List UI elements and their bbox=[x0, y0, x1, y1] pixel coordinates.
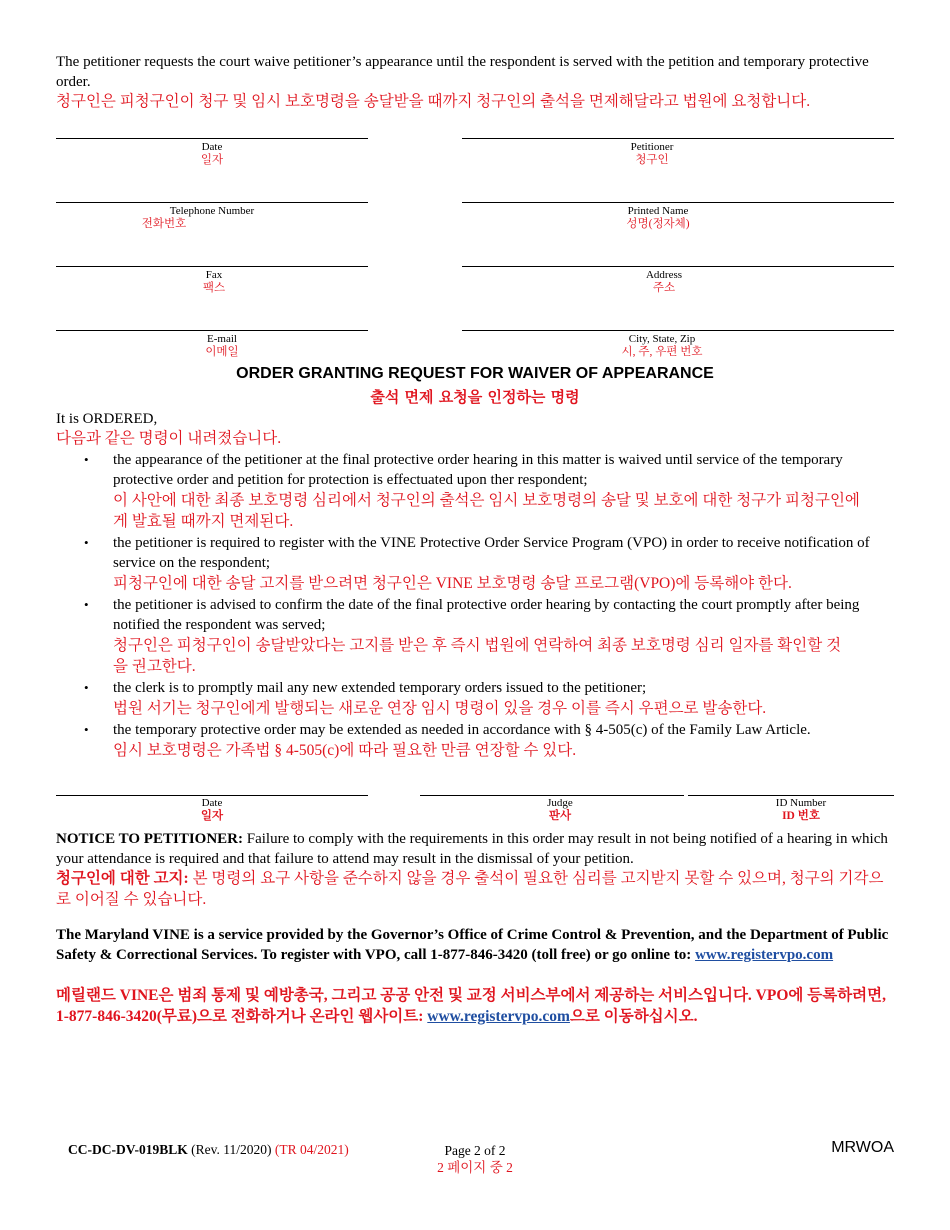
ordered-text-korean: 다음과 같은 명령이 내려졌습니다. bbox=[56, 430, 282, 447]
order-text-korean: 법원 서기는 청구인에게 발행되는 새로운 연장 임시 명령이 있을 경우 이를 즉시 우편으로 발송한다. bbox=[113, 700, 767, 717]
notice-label-korean: 청구인에 대한 고지: bbox=[56, 870, 189, 887]
order-text: the petitioner is required to register with the VINE Protective Order Service Program (VPO) in order to receive notification of service on the respondent; bbox=[113, 535, 870, 571]
order-item bbox=[56, 595, 896, 677]
vine-text-korean: 메릴랜드 VINE은 범죄 통제 및 예방총국, 그리고 공공 안전 및 교정 서비스부에서 제공하는 서비스입니다. VPO에 등록하려면, 1-877-846-3420(무료)으로 전화하거나 온라인 웹사이트: bbox=[56, 987, 886, 1025]
order-title: ORDER GRANTING REQUEST FOR WAIVER OF APPEARANCE bbox=[236, 365, 714, 382]
vine-text: The Maryland VINE is a service provided by the Governor’s Office of Crime Control & Prevention, and the Department of Public Safety & Correctional Services. To register with VPO, call 1-877-846-3420 (toll free) or go online to: bbox=[56, 927, 889, 963]
page-number-english: Page 2 of 2 bbox=[444, 1143, 506, 1158]
date-label: Date 일자 bbox=[200, 141, 224, 166]
order-text: the appearance of the petitioner at the final protective order hearing in this matter is waived until service of the temporary protective order and petition for protection is effectuated upon ther respondent; bbox=[113, 452, 843, 488]
date-line[interactable] bbox=[56, 138, 368, 139]
notice-label: NOTICE TO PETITIONER: bbox=[56, 831, 243, 847]
email-line[interactable] bbox=[56, 330, 368, 331]
bullet-icon: • bbox=[84, 535, 89, 550]
order-item bbox=[56, 450, 896, 532]
petitioner-label: Petitioner 청구인 bbox=[630, 141, 674, 166]
order-text: the clerk is to promptly mail any new extended temporary orders issued to the petitioner; bbox=[113, 680, 647, 696]
order-text-korean: 피청구인에 대한 송달 고지를 받으려면 청구인은 VINE 보호명령 송달 프로그램(VPO)에 등록해야 한다. bbox=[113, 575, 792, 592]
intro-text: The petitioner requests the court waive petitioner’s appearance until the respondent is served with the petition and temporary protective order. bbox=[56, 54, 869, 90]
vine-notice bbox=[56, 925, 901, 965]
order-item bbox=[56, 678, 896, 719]
bullet-icon: • bbox=[84, 722, 89, 737]
vine-notice-korean bbox=[56, 985, 896, 1027]
registervpo-link[interactable]: www.registervpo.com bbox=[695, 947, 834, 963]
intro-text-korean: 청구인은 피청구인이 청구 및 임시 보호명령을 송달받을 때까지 청구인의 출석을 면제해달라고 법원에 요청합니다. bbox=[56, 93, 811, 110]
order-title-korean: 출석 면제 요청을 인정하는 명령 bbox=[370, 388, 580, 406]
form-code: MRWOA bbox=[831, 1139, 894, 1156]
petitioner-signature-line[interactable] bbox=[462, 138, 894, 139]
address-line[interactable] bbox=[462, 266, 894, 267]
bullet-icon: • bbox=[84, 680, 89, 695]
telephone-line[interactable] bbox=[56, 202, 368, 203]
page-number bbox=[400, 1142, 550, 1176]
telephone-label: Telephone Number 전화번호 bbox=[141, 205, 255, 230]
form-revision: (Rev. 11/2020) bbox=[187, 1142, 272, 1157]
registervpo-link-korean[interactable]: www.registervpo.com bbox=[427, 1008, 570, 1025]
notice-to-petitioner bbox=[56, 829, 896, 869]
order-text: the petitioner is advised to confirm the date of the final protective order hearing by contacting the court promptly after being notified the respondent was served; bbox=[113, 597, 860, 633]
order-text: the temporary protective order may be extended as needed in accordance with § 4-505(c) of the Family Law Article. bbox=[113, 722, 811, 738]
bullet-icon: • bbox=[84, 452, 89, 467]
bullet-icon: • bbox=[84, 597, 89, 612]
printed-name-label: Printed Name 성명(정자체) bbox=[626, 205, 690, 230]
order-date-label: Date 일자 bbox=[200, 797, 224, 822]
fax-line[interactable] bbox=[56, 266, 368, 267]
order-date-line[interactable] bbox=[56, 795, 368, 796]
order-item bbox=[56, 720, 896, 761]
fax-label: Fax 팩스 bbox=[202, 269, 226, 294]
order-text-korean: 임시 보호명령은 가족법 § 4-505(c)에 따라 필요한 만큼 연장할 수 있다. bbox=[113, 742, 577, 759]
order-text-korean: 청구인은 피청구인이 송달받았다는 고지를 받은 후 즉시 법원에 연락하여 최종 보호명령 심리 일자를 확인할 것을 권고한다. bbox=[113, 637, 842, 675]
ordered-text: It is ORDERED, bbox=[56, 411, 158, 427]
judge-signature-line[interactable] bbox=[420, 795, 684, 796]
form-translation-revision: (TR 04/2021) bbox=[271, 1142, 349, 1157]
id-number-line[interactable] bbox=[688, 795, 894, 796]
city-state-zip-line[interactable] bbox=[462, 330, 894, 331]
email-label: E-mail 이메일 bbox=[205, 333, 239, 358]
city-state-zip-label: City, State, Zip 시, 주, 우편 번호 bbox=[621, 333, 703, 358]
printed-name-line[interactable] bbox=[462, 202, 894, 203]
judge-label: Judge 판사 bbox=[547, 797, 573, 822]
order-text-korean: 이 사안에 대한 최종 보호명령 심리에서 청구인의 출석은 임시 보호명령의 송달 및 보호에 대한 청구가 피청구인에게 발효될 때까지 면제된다. bbox=[113, 492, 860, 530]
notice-text: Failure to comply with the requirements in this order may result in not being notified of a hearing in which your attendance is required and that failure to attend may result in the dismissal of your petition. bbox=[56, 831, 888, 867]
vine-text-korean-end: 으로 이동하십시오. bbox=[569, 1008, 698, 1025]
address-label: Address 주소 bbox=[645, 269, 683, 294]
order-item bbox=[56, 533, 896, 594]
form-id bbox=[68, 1142, 349, 1158]
orders-list bbox=[56, 450, 896, 762]
id-number-label: ID Number ID 번호 bbox=[775, 797, 827, 822]
page-number-korean: 2 페이지 중 2 bbox=[437, 1160, 513, 1175]
notice-to-petitioner-korean bbox=[56, 868, 886, 910]
form-number: CC-DC-DV-019BLK bbox=[68, 1142, 188, 1157]
notice-text-korean: 본 명령의 요구 사항을 준수하지 않을 경우 출석이 필요한 심리를 고지받지 못할 수 있으며, 청구의 기각으로 이어질 수 있습니다. bbox=[56, 870, 884, 908]
